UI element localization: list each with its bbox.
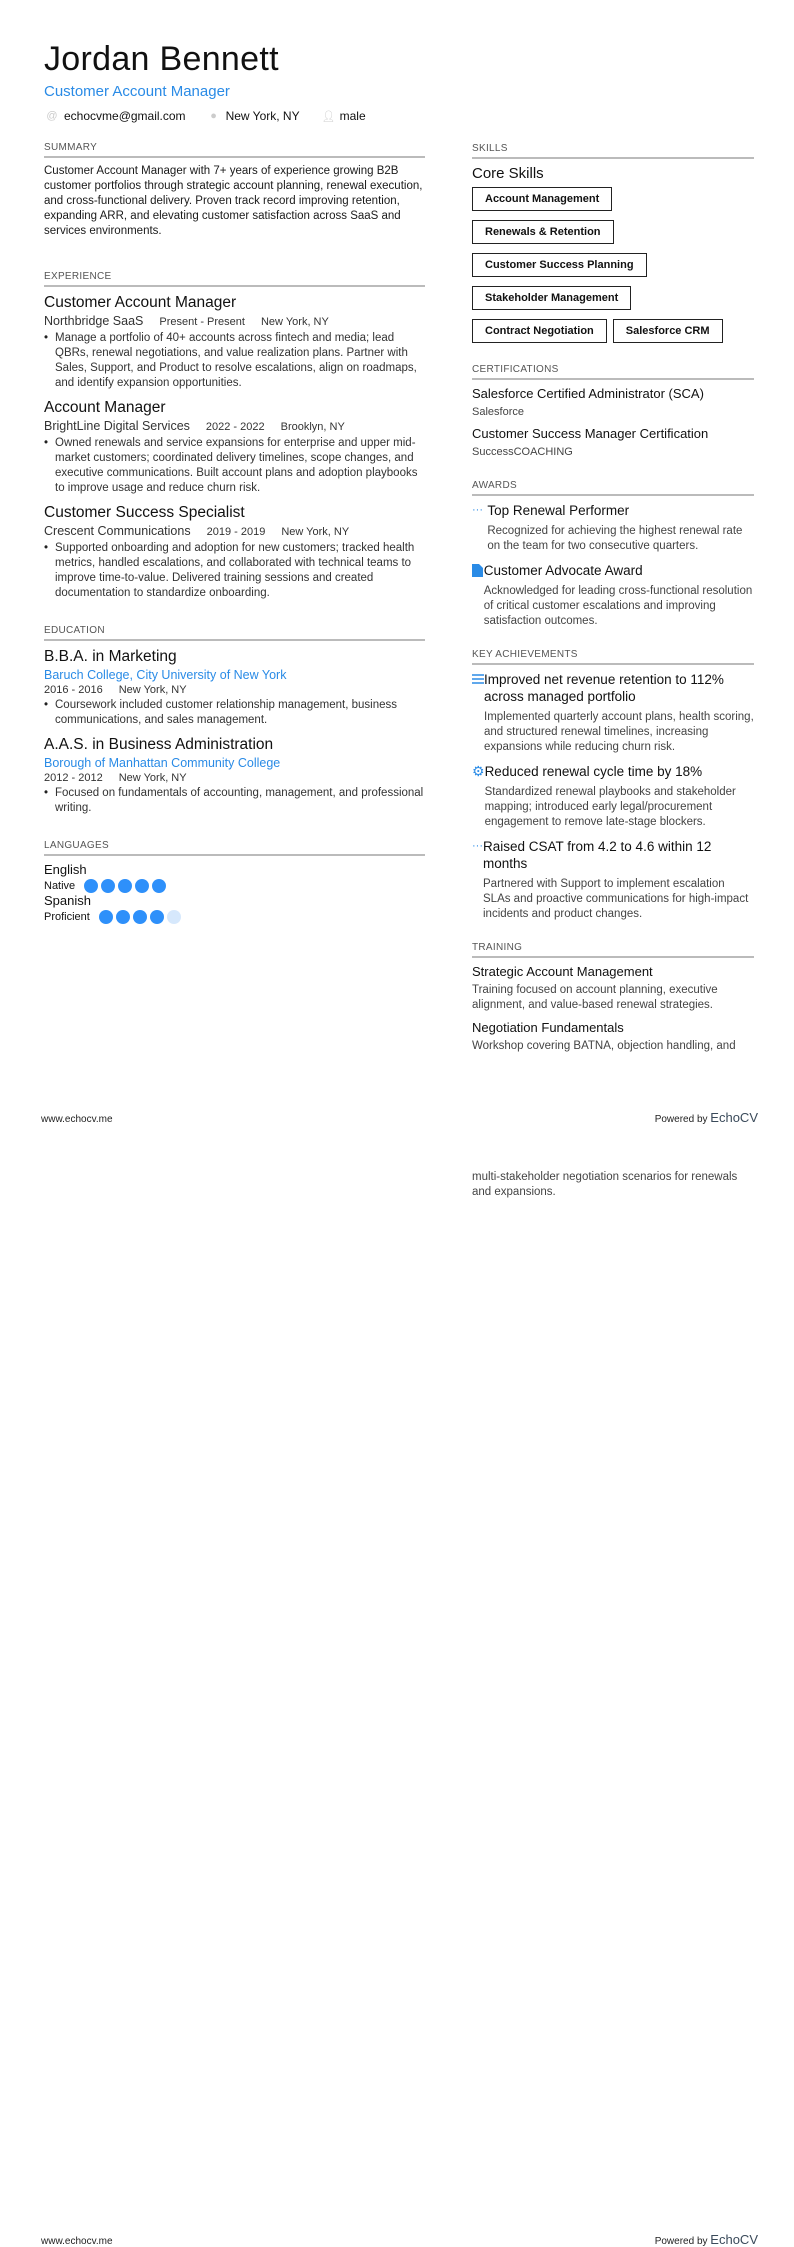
achievement-title: Reduced renewal cycle time by 18% xyxy=(484,764,703,779)
job-location: New York, NY xyxy=(260,316,329,328)
right-column xyxy=(472,143,754,1103)
achievement-item xyxy=(472,671,754,755)
rating-dot-filled xyxy=(101,879,115,893)
skill-chip: Salesforce CRM xyxy=(613,319,723,343)
rating-dot-filled xyxy=(99,910,113,924)
experience-section xyxy=(44,271,425,601)
job-title: Customer Account Manager xyxy=(44,294,237,311)
edu-location: New York, NY xyxy=(118,684,187,696)
degree: B.B.A. in Marketing xyxy=(44,648,177,665)
bullet: • Coursework included customer relationship management, business communications, and sales management. xyxy=(44,698,425,728)
job-title: Account Manager xyxy=(44,399,166,416)
rating-dot-filled xyxy=(152,879,166,893)
school: Baruch College, City University of New York xyxy=(44,668,287,682)
training-desc: Training focused on account planning, executive alignment, and value-based renewal strategies. xyxy=(472,984,718,1011)
section-heading: SUMMARY xyxy=(44,142,425,158)
language-level: Proficient xyxy=(44,910,90,923)
sliders-icon xyxy=(472,671,484,755)
awards-section xyxy=(472,480,754,629)
cert-name: Salesforce Certified Administrator (SCA) xyxy=(472,386,704,401)
achievement-desc: Standardized renewal playbooks and stakeholder mapping; introduced early legal/procurement engagement to remove late-stage blockers. xyxy=(484,786,736,828)
section-heading: TRAINING xyxy=(472,942,754,958)
section-heading: AWARDS xyxy=(472,480,754,496)
award-item xyxy=(472,502,754,554)
section-heading: EXPERIENCE xyxy=(44,271,425,287)
language-item xyxy=(44,862,244,893)
rating-dot-filled xyxy=(118,879,132,893)
company: Northbridge SaaS xyxy=(44,314,144,328)
powered-label: Powered by xyxy=(654,2236,708,2247)
school: Borough of Manhattan Community College xyxy=(44,756,281,770)
section-heading: KEY ACHIEVEMENTS xyxy=(472,649,754,665)
skill-chip: Account Management xyxy=(472,187,612,211)
candidate-name: Jordan Bennett xyxy=(44,40,279,78)
education-entry xyxy=(44,647,425,728)
achievement-title: Improved net revenue retention to 112% across managed portfolio xyxy=(484,672,724,704)
skill-chip: Renewals & Retention xyxy=(472,220,614,244)
achievement-item xyxy=(472,838,754,922)
person-icon: 👤︎ xyxy=(321,110,336,123)
bullet: • Manage a portfolio of 40+ accounts across fintech and media; lead QBRs, renewal negotiations, and value realization plans. Partner with Sales, Support, and Product to resolve escalations, align on roadmaps, and identify expansion opportunities. xyxy=(44,331,425,391)
company: Crescent Communications xyxy=(44,524,191,538)
experience-entry xyxy=(44,293,425,391)
job-location: Brooklyn, NY xyxy=(280,421,345,433)
footer-powered xyxy=(655,1110,758,1125)
cert-name: Customer Success Manager Certification xyxy=(472,426,709,441)
bullet: • Focused on fundamentals of accounting, management, and professional writing. xyxy=(44,786,425,816)
achievement-item xyxy=(472,763,754,830)
summary-section xyxy=(44,142,425,239)
powered-label: Powered by xyxy=(654,1114,708,1125)
experience-entry xyxy=(44,503,425,601)
dates: Present - Present xyxy=(159,316,245,328)
dates: 2019 - 2019 xyxy=(206,526,266,538)
award-title: Customer Advocate Award xyxy=(483,563,643,578)
location-icon: ● xyxy=(210,110,217,122)
summary-text: Customer Account Manager with 7+ years of experience growing B2B customer portfolios through strategic account planning, renewal execution, and cross-functional delivery. Proven track record improving retention, expanding ARR, and elevating customer satisfaction across SaaS and services environments. xyxy=(44,165,423,237)
rating-dot-filled xyxy=(84,879,98,893)
rating-dots xyxy=(99,911,184,923)
education-section xyxy=(44,625,425,816)
gear-icon: ⚙ xyxy=(472,763,485,779)
award-desc: Acknowledged for leading cross-functional resolution of critical customer escalations and improving satisfaction outcomes. xyxy=(483,585,753,627)
certifications-section xyxy=(472,364,754,458)
section-heading: CERTIFICATIONS xyxy=(472,364,754,380)
training-desc-continued: multi-stakeholder negotiation scenarios for renewals and expansions. xyxy=(472,1171,738,1198)
company: BrightLine Digital Services xyxy=(44,419,190,433)
footer-powered xyxy=(655,2232,758,2247)
email-icon: @ xyxy=(46,110,58,122)
experience-entry xyxy=(44,398,425,496)
rating-dot-filled xyxy=(150,910,164,924)
achievements-section xyxy=(472,649,754,922)
cert-issuer: Salesforce xyxy=(472,406,524,418)
degree: A.A.S. in Business Administration xyxy=(44,736,274,753)
candidate-title: Customer Account Manager xyxy=(44,83,230,100)
achievement-desc: Partnered with Support to implement escalation SLAs and proactive communications for high-impact incidents and product changes. xyxy=(483,878,749,920)
language-name: Spanish xyxy=(44,893,91,908)
document-icon xyxy=(472,562,484,629)
skills-section xyxy=(472,143,754,352)
education-entry xyxy=(44,735,425,816)
rating-dot-filled xyxy=(133,910,147,924)
training-title: Strategic Account Management xyxy=(472,964,653,979)
languages-section xyxy=(44,840,425,924)
language-item xyxy=(44,893,244,924)
section-heading: LANGUAGES xyxy=(44,840,425,856)
training-section xyxy=(472,942,754,1054)
rating-dot-empty xyxy=(167,910,181,924)
training-title: Negotiation Fundamentals xyxy=(472,1020,624,1035)
rating-dots xyxy=(84,880,169,892)
email[interactable]: echocvme@gmail.com xyxy=(64,109,186,123)
edu-location: New York, NY xyxy=(118,772,187,784)
award-item xyxy=(472,562,754,629)
language-name: English xyxy=(44,862,87,877)
dates: 2012 - 2012 xyxy=(44,772,103,784)
dates: 2022 - 2022 xyxy=(205,421,265,433)
training-desc: Workshop covering BATNA, objection handling, and xyxy=(472,1040,736,1052)
footer-website[interactable]: www.echocv.me xyxy=(41,2236,113,2247)
brand-logo[interactable]: EchoCV xyxy=(710,1110,758,1125)
dots-icon: ··· xyxy=(472,504,483,516)
section-heading: EDUCATION xyxy=(44,625,425,641)
footer-website[interactable]: www.echocv.me xyxy=(41,1114,113,1125)
section-heading: SKILLS xyxy=(472,143,754,159)
cert-issuer: SuccessCOACHING xyxy=(472,446,573,458)
achievement-desc: Implemented quarterly account plans, health scoring, and structured renewal timelines, increasing expansions while reducing churn risk. xyxy=(484,711,754,753)
gender: male xyxy=(339,109,366,123)
dots-icon: ··· xyxy=(472,840,483,852)
language-level: Native xyxy=(44,879,76,892)
rating-dot-filled xyxy=(116,910,130,924)
contact-info xyxy=(46,109,366,123)
award-desc: Recognized for achieving the highest renewal rate on the team for two consecutive quarters. xyxy=(487,525,743,552)
brand-logo[interactable]: EchoCV xyxy=(710,2232,758,2247)
bullet: • Owned renewals and service expansions for enterprise and upper mid-market customers; coordinated delivery timelines, scope changes, and executive communications. Built account plans and adoption playbooks to improve usage and reduce churn risk. xyxy=(44,436,425,496)
left-column xyxy=(44,142,425,924)
rating-dot-filled xyxy=(135,879,149,893)
skill-chip: Stakeholder Management xyxy=(472,286,631,310)
achievement-title: Raised CSAT from 4.2 to 4.6 within 12 months xyxy=(483,839,712,871)
bullet: • Supported onboarding and adoption for new customers; tracked health metrics, handled escalations, and collaborated with technical teams to improve time-to-value. Delivered training sessions and created documentation to standardize onboarding. xyxy=(44,541,425,601)
job-location: New York, NY xyxy=(281,526,350,538)
award-title: Top Renewal Performer xyxy=(487,503,630,518)
skill-chip: Contract Negotiation xyxy=(472,319,607,343)
job-title: Customer Success Specialist xyxy=(44,504,245,521)
skill-chip: Customer Success Planning xyxy=(472,253,647,277)
dates: 2016 - 2016 xyxy=(44,684,103,696)
location: New York, NY xyxy=(225,109,300,123)
skill-group-title: Core Skills xyxy=(472,165,544,182)
